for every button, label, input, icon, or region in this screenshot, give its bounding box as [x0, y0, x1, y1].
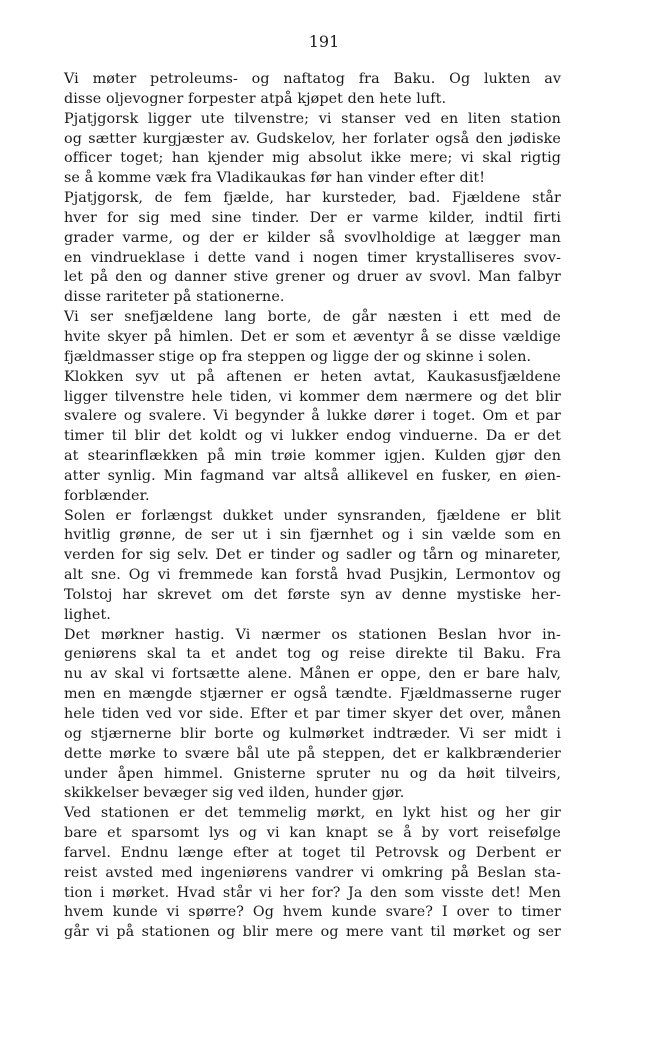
text-line: grader varme, og der er kilder så svovlholdige at lægger man	[64, 229, 561, 246]
text-line: hver for sig med sine tinder. Der er varme kilder, indtil firti	[64, 209, 561, 226]
text-line: en vindrueklase i dette vand i nogen timer krystalliseres svov-	[64, 249, 561, 266]
text-line: ligger tilvenstre hele tiden, vi kommer dem nærmere og det blir	[64, 388, 561, 405]
text-line: fjældmasser stige op fra steppen og ligge der og skinne i solen.	[64, 348, 532, 365]
text-line: Vi møter petroleums- og naftatog fra Baku. Og lukten av	[64, 71, 561, 87]
text-line: og stjærnerne blir borte og kulmørket indtræder. Vi ser midt i	[64, 725, 561, 742]
text-line: og sætter kurgjæster av. Gudskelov, her forlater også den jødiske	[64, 130, 561, 147]
text-line: disse rariteter på stationerne.	[64, 289, 285, 306]
text-line: farvel. Endnu længe efter at toget til Petrovsk og Derbent er	[64, 844, 561, 861]
paragraph	[64, 110, 561, 189]
text-line: men en mængde stjærner er også tændte. Fjældmasserne ruger	[64, 686, 561, 703]
text-line: under åpen himmel. Gnisterne spruter nu og da høit tilveirs,	[64, 765, 561, 782]
text-line: geniørens skal ta et andet tog og reise direkte til Baku. Fra	[64, 646, 561, 663]
text-line: lighet.	[64, 606, 111, 623]
paragraph	[64, 804, 561, 943]
text-line: hvite skyer på himlen. Det er som et æventyr å se disse vældige	[64, 328, 561, 345]
text-line: skikkelser bevæger sig ved ilden, hunder gjør.	[64, 785, 405, 802]
text-line: atter synlig. Min fagmand var altså allikevel en fusker, en øien-	[64, 467, 561, 484]
paragraph	[64, 308, 561, 368]
text-line: hvitlig grønne, de ser ut i sin fjærnhet og i sin vælde som en	[64, 527, 561, 544]
page-number: 191	[308, 32, 340, 51]
text-line: se å komme væk fra Vladikaukas før han vinder efter dit!	[64, 170, 486, 187]
text-line: nu av skal vi fortsætte alene. Månen er oppe, den er bare halv,	[64, 666, 561, 683]
text-line: Pjatjgorsk ligger ute tilvenstre; vi stanser ved en liten station	[64, 110, 561, 127]
text-line: reist avsted med ingeniørens vandrer vi omkring på Beslan sta-	[64, 864, 561, 881]
body-text	[64, 70, 561, 943]
text-line: Ved stationen er det temmelig mørkt, en lykt hist og her gir	[64, 805, 561, 822]
text-line: tion i mørket. Hvad står vi her for? Ja den som visste det! Men	[64, 884, 561, 901]
text-line: bare et sparsomt lys og vi kan knapt se å by vort reisefølge	[64, 825, 561, 842]
text-line: let på den og danner stive grener og druer av svovl. Man falbyr	[64, 269, 561, 286]
text-line: hvem kunde vi spørre? Og hvem kunde svare? I over to timer	[64, 904, 561, 921]
text-line: Pjatjgorsk, de fem fjælde, har kursteder, bad. Fjældene står	[64, 190, 561, 207]
paragraph	[64, 507, 561, 626]
text-line: at stearinflækken på min trøie kommer igjen. Kulden gjør den	[64, 448, 561, 465]
text-line: Tolstoj har skrevet om det første syn av denne mystiske her-	[64, 586, 561, 603]
paragraph	[64, 368, 561, 507]
text-line: dette mørke to svære bål ute på steppen, det er kalkbrænderier	[64, 745, 561, 762]
text-line: alt sne. Og vi fremmede kan forstå hvad Pusjkin, Lermontov og	[64, 567, 561, 584]
paragraph	[64, 189, 561, 308]
text-line: Solen er forlængst dukket under synsranden, fjældene er blit	[64, 507, 561, 524]
text-line: forblænder.	[64, 487, 150, 504]
text-line: hele tiden ved vor side. Efter et par timer skyer det over, månen	[64, 706, 561, 722]
text-line: Det mørkner hastig. Vi nærmer os stationen Beslan hvor in-	[64, 626, 561, 643]
text-line: officer toget; han kjender mig absolut ikke mere; vi skal rigtig	[64, 150, 561, 167]
text-line: Vi ser snefjældene lang borte, de går næsten i ett med de	[64, 309, 561, 326]
text-line: verden for sig selv. Det er tinder og sadler og tårn og minareter,	[64, 547, 561, 564]
paragraph	[64, 626, 561, 805]
text-line: disse oljevogner forpester atpå kjøpet den hete luft.	[64, 90, 447, 107]
text-line: Klokken syv ut på aftenen er heten avtat, Kaukasusfjældene	[64, 368, 561, 385]
paragraph	[64, 70, 561, 110]
text-line: timer til blir det koldt og vi lukker endog vinduerne. Da er det	[64, 428, 561, 445]
text-line: går vi på stationen og blir mere og mere vant til mørket og ser	[64, 924, 561, 941]
text-line: svalere og svalere. Vi begynder å lukke dører i toget. Om et par	[64, 408, 561, 425]
